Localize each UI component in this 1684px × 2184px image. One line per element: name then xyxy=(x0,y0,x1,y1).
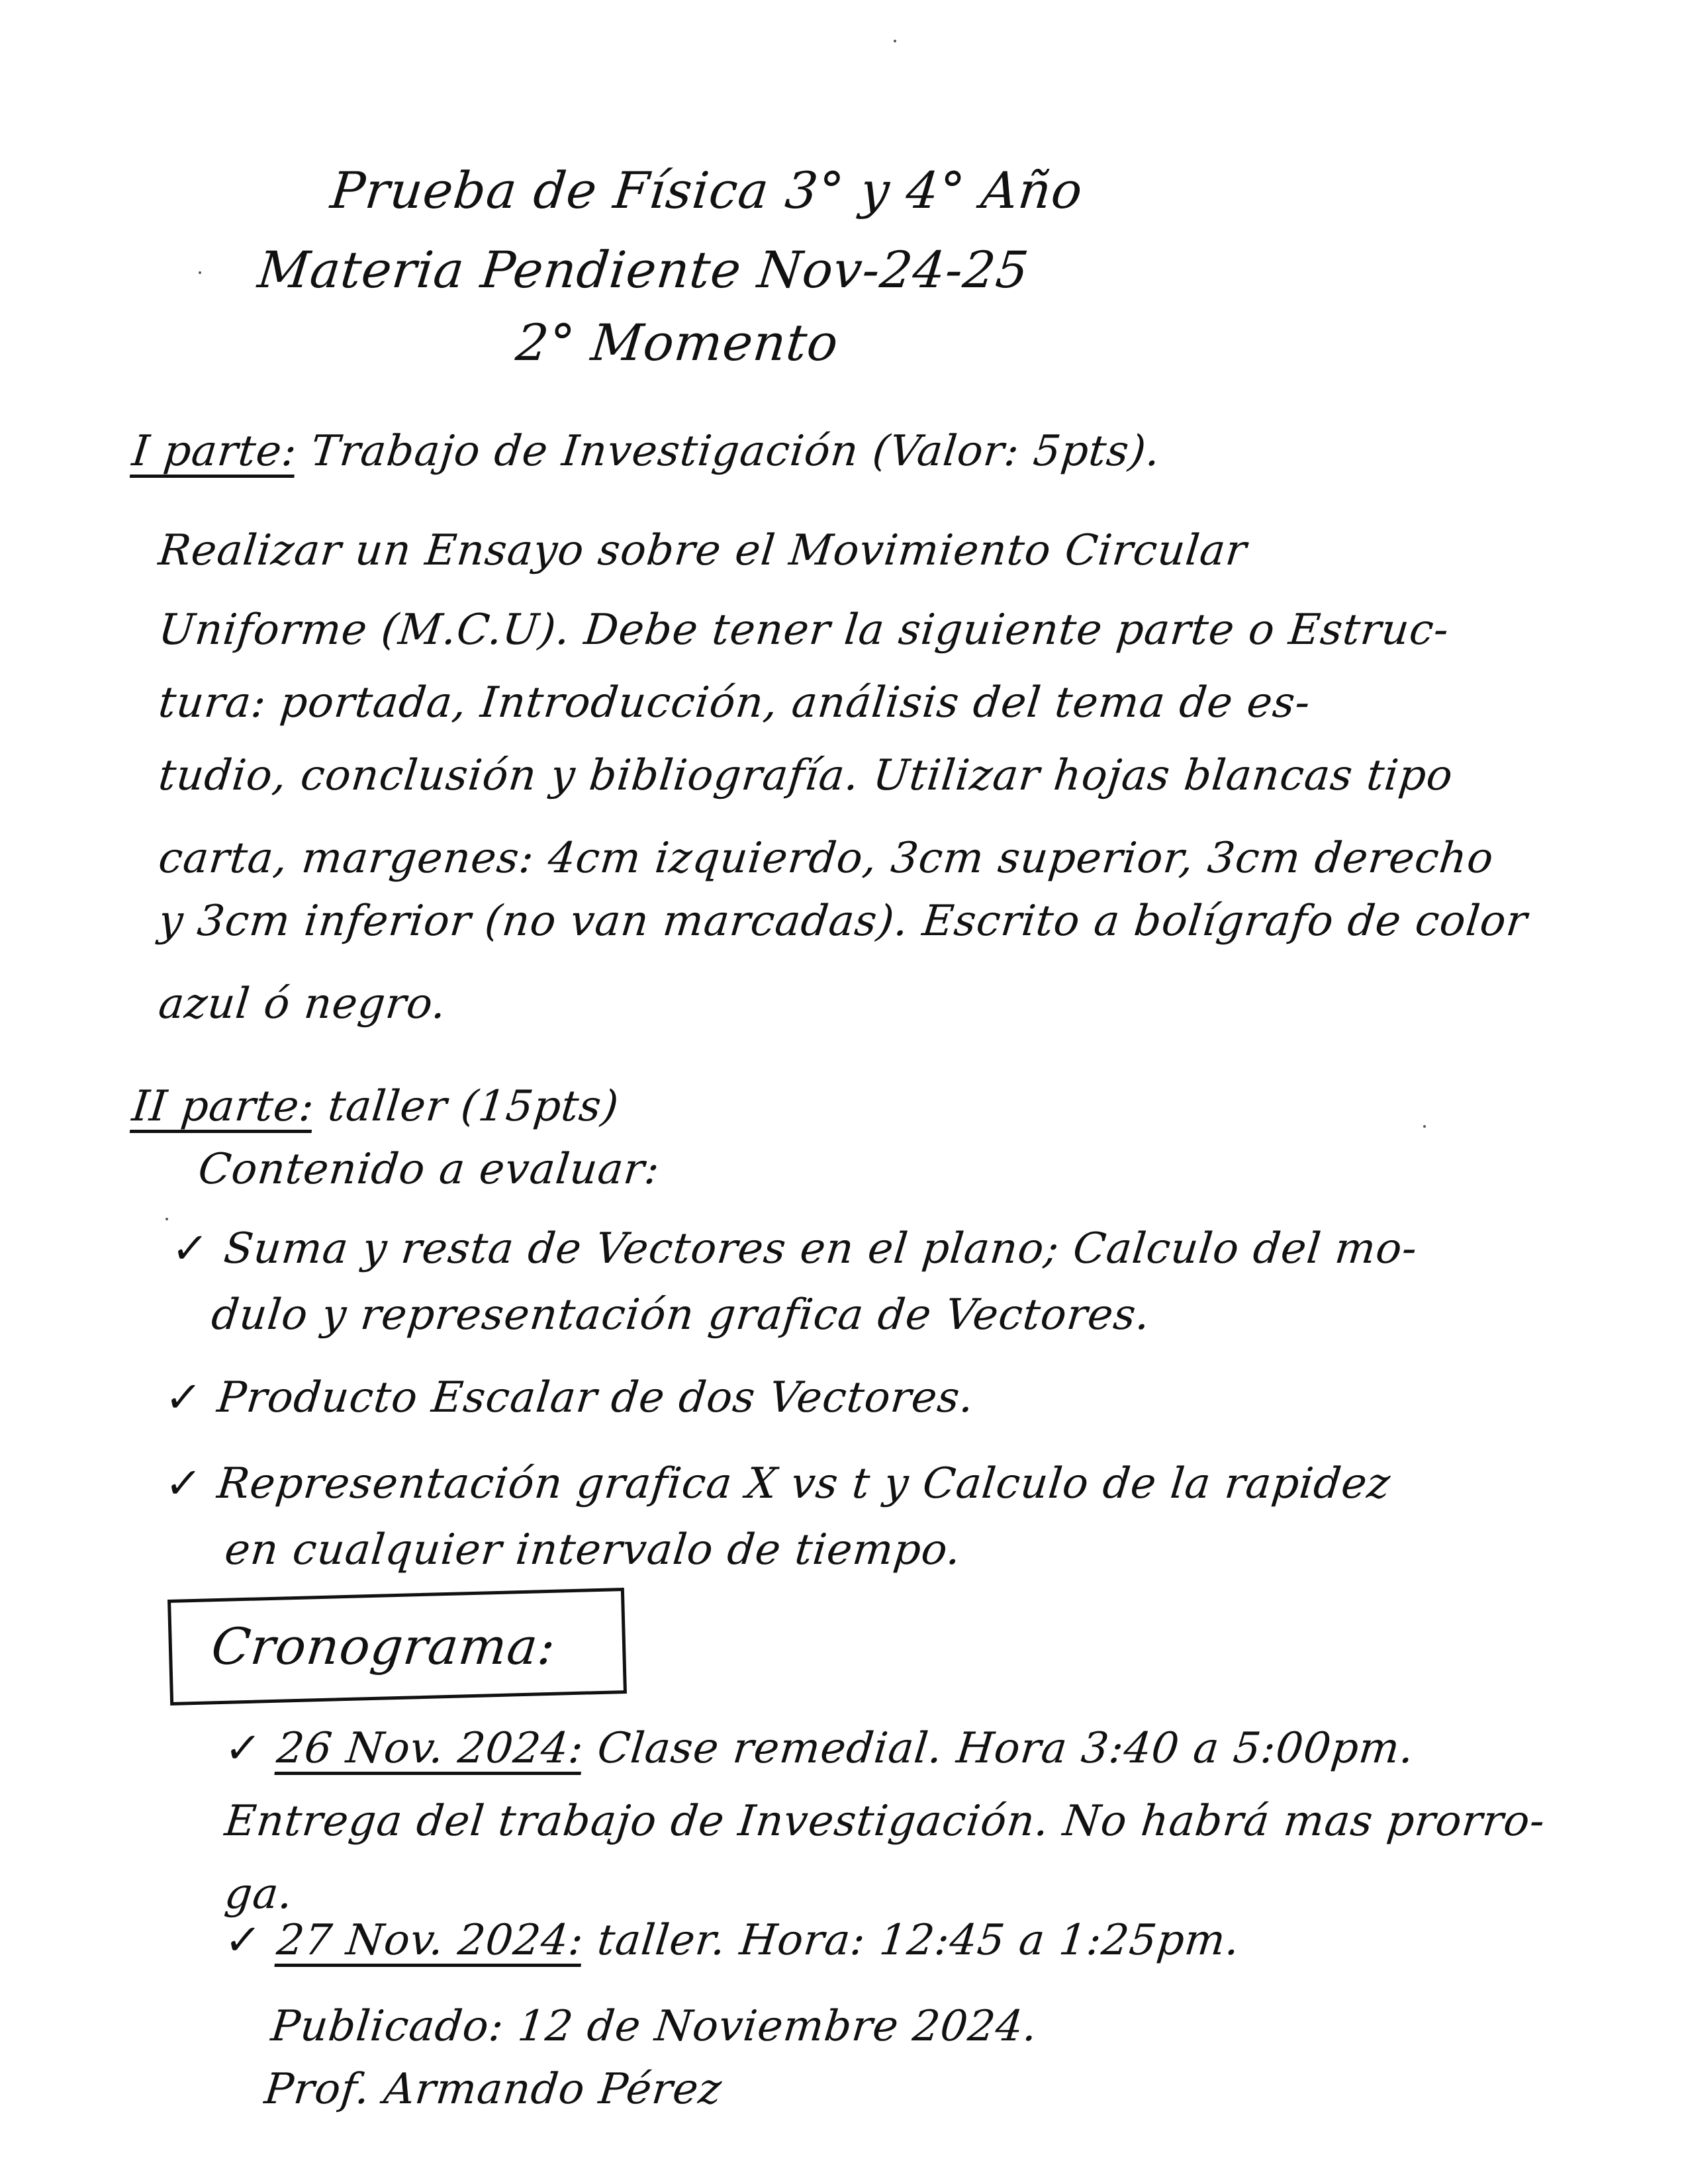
published-date: Publicado: 12 de Noviembre 2024. xyxy=(269,2002,1041,2051)
checkmark-icon: ✓ xyxy=(169,1224,211,1273)
part1-line-4: tudio, conclusión y bibliografía. Utilizar hojas blancas tipo xyxy=(156,751,1456,800)
scan-speck xyxy=(894,40,896,42)
part1-line-1: Realizar un Ensayo sobre el Movimiento Circular xyxy=(156,526,1250,575)
schedule-entry-2-date: 27 Nov. 2024: xyxy=(274,1916,586,1965)
part1-line-3: tura: portada, Introducción, análisis del tema de es- xyxy=(156,678,1313,727)
part2-item-2 xyxy=(163,1373,977,1422)
schedule-entry-1-text: Clase remedial. Hora 3:40 a 5:00pm. xyxy=(595,1724,1417,1773)
part2-item-3-text: Representación grafica X vs t y Calculo de la rapidez xyxy=(214,1459,1393,1508)
part1-line-5: carta, margenes: 4cm izquierdo, 3cm superior, 3cm derecho xyxy=(156,834,1497,883)
schedule-entry-1-date: 26 Nov. 2024: xyxy=(274,1724,586,1773)
scan-speck xyxy=(1423,1125,1426,1128)
part2-item-3 xyxy=(163,1459,1393,1508)
author-signature: Prof. Armando Pérez xyxy=(262,2065,725,2114)
part2-item-1-text: Suma y resta de Vectores en el plano; Calculo del mo- xyxy=(221,1224,1420,1273)
part1-line-2: Uniforme (M.C.U). Debe tener la siguiente parte o Estruc- xyxy=(156,606,1452,655)
scan-speck xyxy=(199,271,201,274)
schedule-entry-2-text: taller. Hora: 12:45 a 1:25pm. xyxy=(595,1916,1242,1965)
part1-heading: I parte: xyxy=(130,427,300,476)
schedule-entry-1 xyxy=(222,1724,1417,1773)
part1-heading-row xyxy=(130,427,1163,476)
schedule-entry-1-line-2: Entrega del trabajo de Investigación. No habrá mas prorro- xyxy=(222,1797,1548,1846)
part2-heading-row xyxy=(130,1082,622,1131)
header-line-2: Materia Pendiente Nov-24-25 xyxy=(255,240,1032,299)
checkmark-icon: ✓ xyxy=(222,1724,264,1773)
part2-heading-rest: taller (15pts) xyxy=(326,1082,622,1131)
scan-speck xyxy=(165,1218,168,1220)
part1-line-6: y 3cm inferior (no van marcadas). Escrito a bolígrafo de color xyxy=(156,897,1530,946)
part2-item-1 xyxy=(169,1224,1420,1273)
part1-heading-rest: Trabajo de Investigación (Valor: 5pts). xyxy=(308,427,1163,476)
part2-item-1-cont: dulo y representación grafica de Vectores. xyxy=(209,1291,1153,1340)
part2-item-3-cont: en cualquier intervalo de tiempo. xyxy=(222,1525,964,1574)
part2-item-2-text: Producto Escalar de dos Vectores. xyxy=(214,1373,977,1422)
checkmark-icon: ✓ xyxy=(222,1916,264,1965)
schedule-entry-1-line-3: ga. xyxy=(222,1870,296,1919)
checkmark-icon: ✓ xyxy=(163,1459,205,1508)
part1-line-7: azul ó negro. xyxy=(156,979,449,1028)
part2-heading: II parte: xyxy=(130,1082,317,1131)
part2-subheading: Contenido a evaluar: xyxy=(196,1145,663,1194)
header-line-3: 2° Momento xyxy=(513,313,842,372)
checkmark-icon: ✓ xyxy=(163,1373,205,1422)
schedule-entry-2 xyxy=(222,1916,1242,1965)
schedule-heading: Cronograma: xyxy=(209,1617,559,1676)
header-line-1: Prueba de Física 3° y 4° Año xyxy=(328,161,1086,220)
